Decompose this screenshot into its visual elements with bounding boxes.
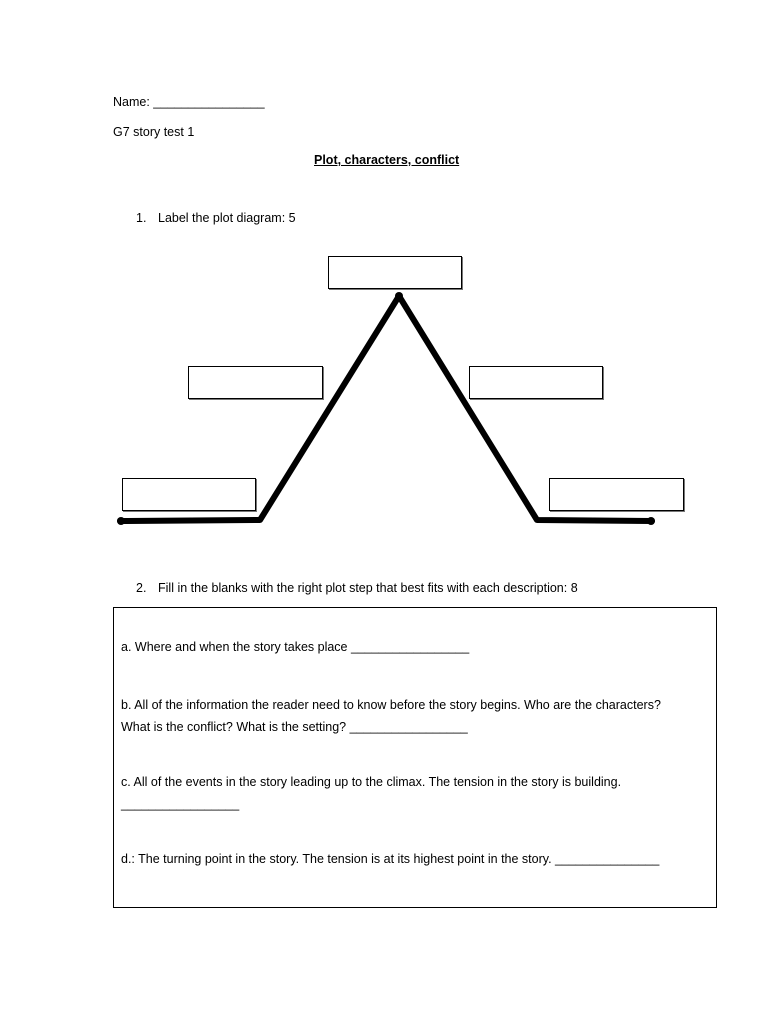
- question-2-text: Fill in the blanks with the right plot step that best fits with each description: 8: [158, 581, 578, 595]
- item-b: [121, 694, 661, 738]
- question-2-number: 2.: [136, 581, 147, 595]
- item-d-text: d.: The turning point in the story. The tension is at its highest point in the story. _______________: [121, 852, 660, 866]
- plot-line-end-dot: [647, 517, 655, 525]
- name-line: Name: ________________: [113, 95, 265, 109]
- label-box-rising-action[interactable]: [188, 366, 323, 399]
- item-d: [121, 848, 659, 870]
- item-c: [121, 771, 621, 815]
- plot-line-start-dot: [117, 517, 125, 525]
- fill-in-box: [113, 607, 717, 908]
- label-box-climax[interactable]: [328, 256, 462, 289]
- item-b-line1: b. All of the information the reader need to know before the story begins. Who are the characters?: [121, 698, 661, 712]
- question-1-text: Label the plot diagram: 5: [158, 211, 296, 225]
- test-title: G7 story test 1: [113, 125, 195, 139]
- item-b-line2: What is the conflict? What is the setting? _________________: [121, 720, 468, 734]
- item-a-text: a. Where and when the story takes place _________________: [121, 640, 470, 654]
- item-a: [121, 636, 469, 658]
- label-box-exposition[interactable]: [122, 478, 256, 511]
- plot-peak-dot: [395, 292, 403, 300]
- label-box-falling-action[interactable]: [469, 366, 603, 399]
- item-c-line1: c. All of the events in the story leading up to the climax. The tension in the story is building.: [121, 775, 622, 789]
- section-title: Plot, characters, conflict: [314, 153, 460, 167]
- question-1-number: 1.: [136, 211, 147, 225]
- label-box-resolution[interactable]: [549, 478, 684, 511]
- item-c-line2: _________________: [121, 797, 240, 811]
